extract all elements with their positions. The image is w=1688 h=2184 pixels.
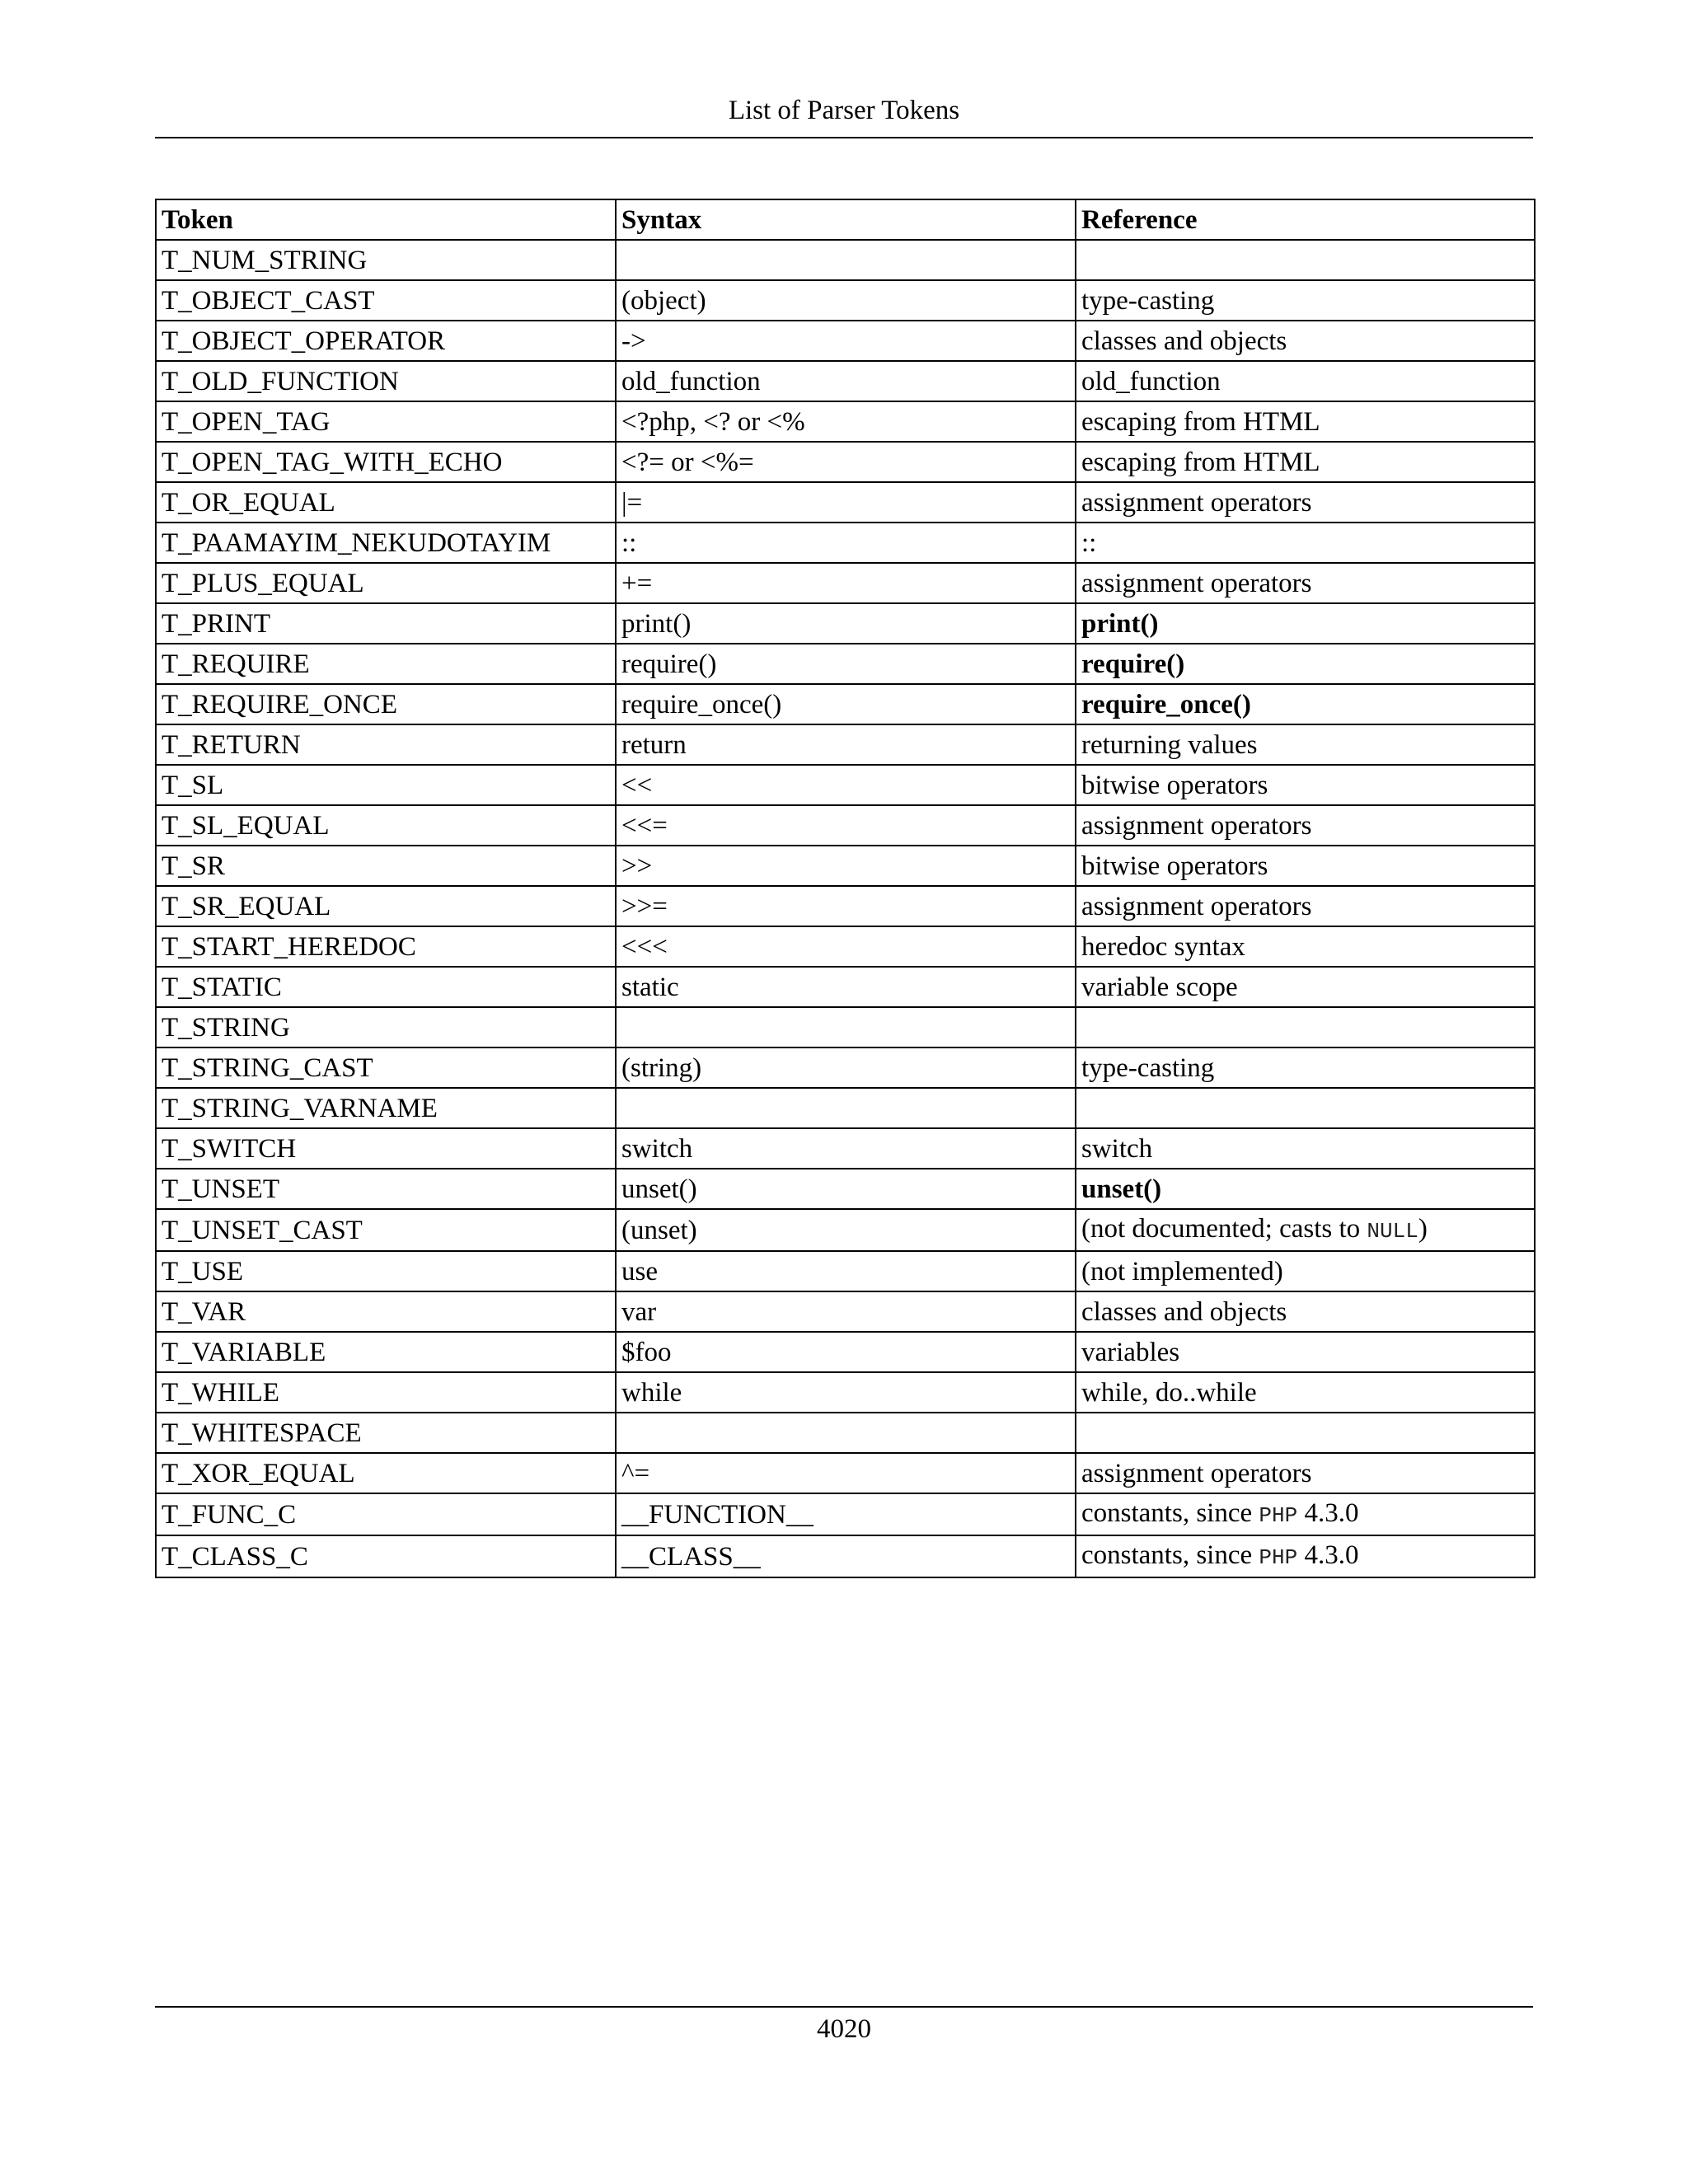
- reference-cell: assignment operators: [1076, 805, 1535, 846]
- syntax-cell: return: [616, 724, 1076, 765]
- syntax-cell: [616, 1007, 1076, 1047]
- syntax-cell: ::: [616, 523, 1076, 563]
- token-cell: T_STRING_VARNAME: [156, 1088, 616, 1128]
- table-header-row: [156, 199, 1535, 240]
- reference-cell: escaping from HTML: [1076, 442, 1535, 482]
- reference-text-after: 4.3.0: [1297, 1498, 1359, 1528]
- reference-cell: [1076, 1535, 1535, 1577]
- table-row: [156, 967, 1535, 1007]
- column-header-reference: Reference: [1076, 199, 1535, 240]
- reference-cell: escaping from HTML: [1076, 401, 1535, 442]
- reference-text: (not documented; casts to: [1081, 1214, 1367, 1244]
- reference-code: PHP: [1259, 1503, 1298, 1528]
- token-cell: T_OR_EQUAL: [156, 482, 616, 523]
- table-row: [156, 1169, 1535, 1209]
- syntax-cell: (string): [616, 1047, 1076, 1088]
- reference-cell: type-casting: [1076, 280, 1535, 321]
- token-cell: T_REQUIRE: [156, 644, 616, 684]
- table-row: [156, 361, 1535, 401]
- token-cell: T_OPEN_TAG: [156, 401, 616, 442]
- reference-cell: [1076, 1493, 1535, 1535]
- token-cell: T_REQUIRE_ONCE: [156, 684, 616, 724]
- reference-code: PHP: [1259, 1545, 1298, 1570]
- reference-cell: classes and objects: [1076, 321, 1535, 361]
- table-row: [156, 603, 1535, 644]
- reference-code: NULL: [1367, 1219, 1418, 1244]
- token-cell: T_SL: [156, 765, 616, 805]
- syntax-cell: require(): [616, 644, 1076, 684]
- reference-text: constants, since: [1081, 1540, 1259, 1570]
- syntax-cell: +=: [616, 563, 1076, 603]
- table-row: [156, 724, 1535, 765]
- reference-cell: classes and objects: [1076, 1291, 1535, 1332]
- table-body: [156, 240, 1535, 1577]
- token-cell: T_USE: [156, 1251, 616, 1291]
- reference-cell: variables: [1076, 1332, 1535, 1372]
- table-row: [156, 442, 1535, 482]
- syntax-cell: var: [616, 1291, 1076, 1332]
- column-header-syntax: Syntax: [616, 199, 1076, 240]
- syntax-cell: unset(): [616, 1169, 1076, 1209]
- table-row: [156, 1453, 1535, 1493]
- reference-cell: [1076, 240, 1535, 280]
- token-cell: T_CLASS_C: [156, 1535, 616, 1577]
- reference-cell: require(): [1076, 644, 1535, 684]
- table-row: [156, 644, 1535, 684]
- reference-cell: while, do..while: [1076, 1372, 1535, 1413]
- table-row: [156, 240, 1535, 280]
- reference-cell: [1076, 1007, 1535, 1047]
- token-cell: T_START_HEREDOC: [156, 926, 616, 967]
- reference-cell: require_once(): [1076, 684, 1535, 724]
- reference-cell: bitwise operators: [1076, 846, 1535, 886]
- syntax-cell: <<<: [616, 926, 1076, 967]
- token-cell: T_OBJECT_CAST: [156, 280, 616, 321]
- syntax-cell: [616, 240, 1076, 280]
- reference-cell: heredoc syntax: [1076, 926, 1535, 967]
- reference-text-after: ): [1418, 1214, 1428, 1244]
- syntax-cell: switch: [616, 1128, 1076, 1169]
- token-cell: T_OPEN_TAG_WITH_ECHO: [156, 442, 616, 482]
- reference-cell: unset(): [1076, 1169, 1535, 1209]
- token-cell: T_UNSET: [156, 1169, 616, 1209]
- token-cell: T_PAAMAYIM_NEKUDOTAYIM: [156, 523, 616, 563]
- token-cell: T_STRING: [156, 1007, 616, 1047]
- reference-cell: print(): [1076, 603, 1535, 644]
- table-row: [156, 684, 1535, 724]
- syntax-cell: while: [616, 1372, 1076, 1413]
- reference-cell: assignment operators: [1076, 482, 1535, 523]
- syntax-cell: <?php, <? or <%: [616, 401, 1076, 442]
- token-cell: T_OBJECT_OPERATOR: [156, 321, 616, 361]
- column-header-token: Token: [156, 199, 616, 240]
- syntax-cell: ^=: [616, 1453, 1076, 1493]
- table-row: [156, 321, 1535, 361]
- table-row: [156, 846, 1535, 886]
- reference-cell: ::: [1076, 523, 1535, 563]
- syntax-cell: [616, 1088, 1076, 1128]
- token-cell: T_OLD_FUNCTION: [156, 361, 616, 401]
- syntax-cell: |=: [616, 482, 1076, 523]
- token-cell: T_NUM_STRING: [156, 240, 616, 280]
- syntax-cell: <?= or <%=: [616, 442, 1076, 482]
- table-row: [156, 1291, 1535, 1332]
- reference-cell: variable scope: [1076, 967, 1535, 1007]
- token-cell: T_VAR: [156, 1291, 616, 1332]
- syntax-cell: <<: [616, 765, 1076, 805]
- token-cell: T_PLUS_EQUAL: [156, 563, 616, 603]
- parser-tokens-table: [155, 199, 1536, 1578]
- syntax-cell: use: [616, 1251, 1076, 1291]
- table-row: [156, 482, 1535, 523]
- token-cell: T_WHITESPACE: [156, 1413, 616, 1453]
- reference-cell: switch: [1076, 1128, 1535, 1169]
- reference-cell: [1076, 1413, 1535, 1453]
- table-row: [156, 563, 1535, 603]
- reference-cell: (not implemented): [1076, 1251, 1535, 1291]
- reference-cell: bitwise operators: [1076, 765, 1535, 805]
- syntax-cell: __CLASS__: [616, 1535, 1076, 1577]
- syntax-cell: >>: [616, 846, 1076, 886]
- reference-cell: assignment operators: [1076, 1453, 1535, 1493]
- token-cell: T_SWITCH: [156, 1128, 616, 1169]
- reference-cell: old_function: [1076, 361, 1535, 401]
- reference-text: constants, since: [1081, 1498, 1259, 1528]
- syntax-cell: (unset): [616, 1209, 1076, 1251]
- token-cell: T_STRING_CAST: [156, 1047, 616, 1088]
- footer-rule: [155, 2006, 1533, 2008]
- syntax-cell: print(): [616, 603, 1076, 644]
- token-cell: T_VARIABLE: [156, 1332, 616, 1372]
- reference-cell: assignment operators: [1076, 563, 1535, 603]
- syntax-cell: $foo: [616, 1332, 1076, 1372]
- token-cell: T_RETURN: [156, 724, 616, 765]
- reference-text-after: 4.3.0: [1297, 1540, 1359, 1570]
- table-row: [156, 523, 1535, 563]
- reference-cell: returning values: [1076, 724, 1535, 765]
- syntax-cell: static: [616, 967, 1076, 1007]
- syntax-cell: <<=: [616, 805, 1076, 846]
- token-cell: T_STATIC: [156, 967, 616, 1007]
- table-row: [156, 1251, 1535, 1291]
- token-cell: T_WHILE: [156, 1372, 616, 1413]
- table-row: [156, 1088, 1535, 1128]
- syntax-cell: >>=: [616, 886, 1076, 926]
- table-row: [156, 1007, 1535, 1047]
- table-row: [156, 1332, 1535, 1372]
- syntax-cell: ->: [616, 321, 1076, 361]
- token-cell: T_FUNC_C: [156, 1493, 616, 1535]
- table-row: [156, 280, 1535, 321]
- table-row: [156, 1128, 1535, 1169]
- token-cell: T_SL_EQUAL: [156, 805, 616, 846]
- page-header-title: List of Parser Tokens: [728, 96, 960, 125]
- table-row: [156, 886, 1535, 926]
- table-row: [156, 1372, 1535, 1413]
- token-cell: T_UNSET_CAST: [156, 1209, 616, 1251]
- table-row: [156, 805, 1535, 846]
- table-row: [156, 1209, 1535, 1251]
- reference-cell: [1076, 1209, 1535, 1251]
- reference-cell: type-casting: [1076, 1047, 1535, 1088]
- table-row: [156, 765, 1535, 805]
- token-cell: T_SR_EQUAL: [156, 886, 616, 926]
- syntax-cell: require_once(): [616, 684, 1076, 724]
- token-cell: T_SR: [156, 846, 616, 886]
- reference-cell: [1076, 1088, 1535, 1128]
- table-row: [156, 1535, 1535, 1577]
- header-rule: [155, 137, 1533, 138]
- token-cell: T_XOR_EQUAL: [156, 1453, 616, 1493]
- token-cell: T_PRINT: [156, 603, 616, 644]
- reference-cell: assignment operators: [1076, 886, 1535, 926]
- table-row: [156, 926, 1535, 967]
- syntax-cell: (object): [616, 280, 1076, 321]
- syntax-cell: __FUNCTION__: [616, 1493, 1076, 1535]
- table-row: [156, 1413, 1535, 1453]
- table-row: [156, 401, 1535, 442]
- table-row: [156, 1047, 1535, 1088]
- syntax-cell: old_function: [616, 361, 1076, 401]
- page-number: 4020: [817, 2014, 871, 2044]
- syntax-cell: [616, 1413, 1076, 1453]
- table-row: [156, 1493, 1535, 1535]
